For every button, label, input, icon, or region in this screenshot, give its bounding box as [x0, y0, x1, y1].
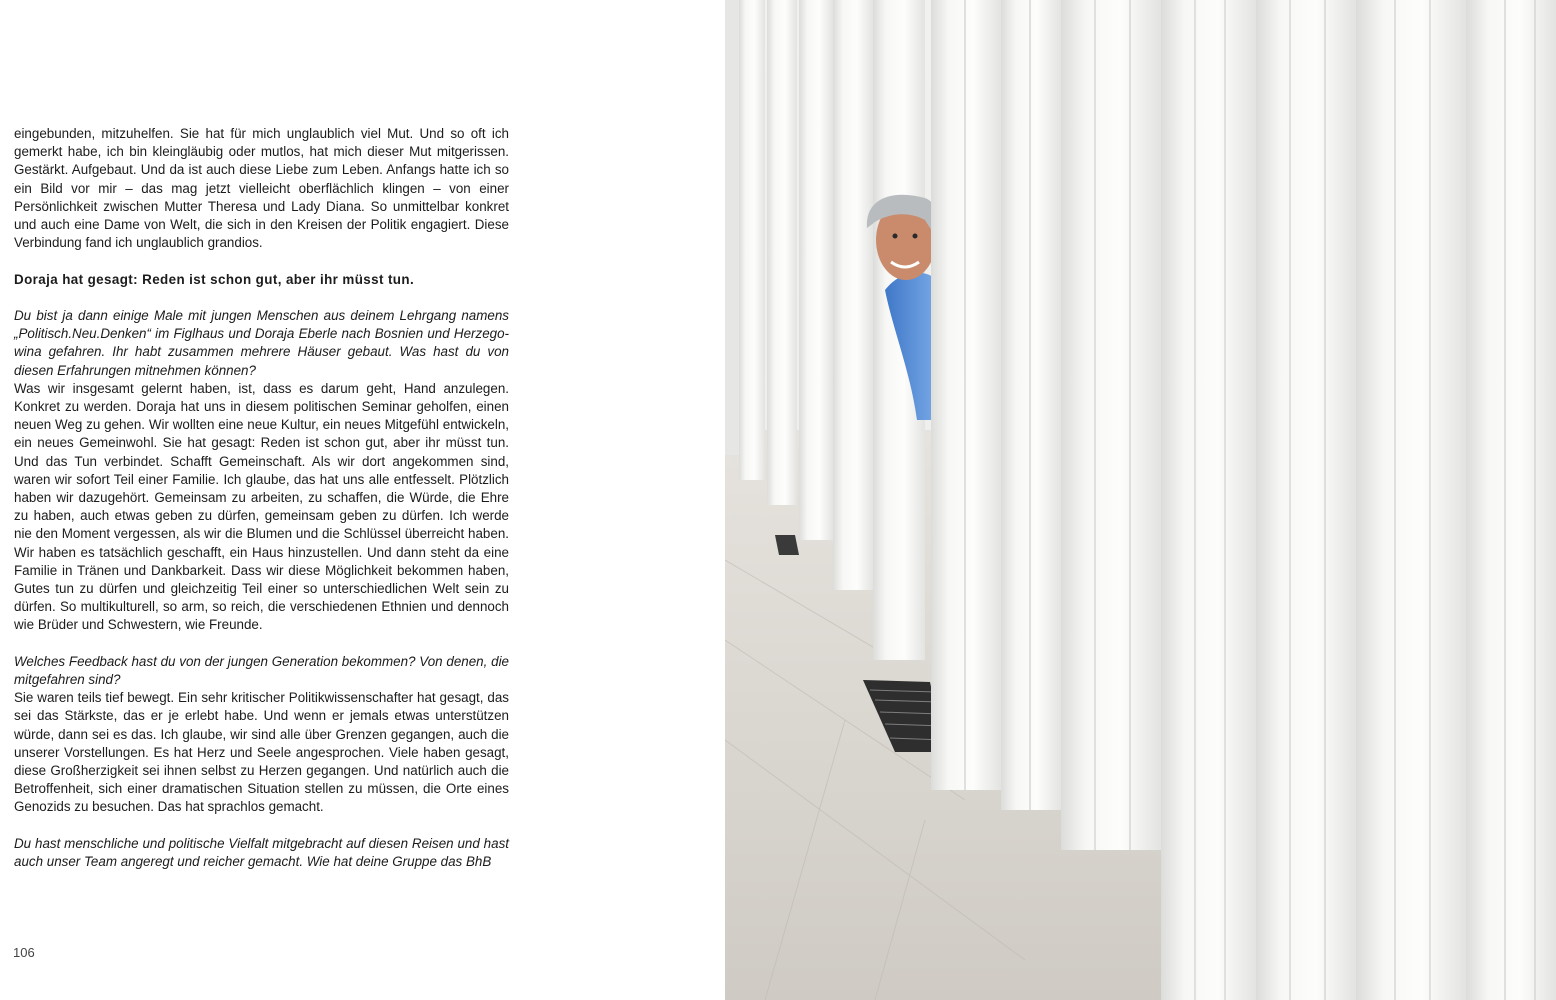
interview-question: Du hast menschliche und politische Vielfalt mitgebracht auf diesen Reisen und hast auch unser Team angeregt und reicher gemacht. Wie hat deine Gruppe das BhB — [14, 835, 509, 870]
answer-paragraph: Was wir insgesamt gelernt haben, ist, dass es darum geht, Hand anzulegen. Konkret zu werden. Doraja hat uns in diesem politischen Seminar geholfen, einen neuen Weg zu gehen. Wir wollten eine neue Kultur, ein neues Mitgefühl entwickeln, ein neues Gemeinwohl. Sie hat gesagt: Reden ist schon gut, aber ihr müsst tun. Und das Tun verbindet. Schafft Gemeinschaft. Als wir dort angekommen sind, waren wir sofort Teil einer Familie. Ich glaube, das hat uns alle entfesselt. Plötzlich haben wir dazugehört. Gemeinsam zu arbeiten, zu schaffen, die Würde, die Ehre zu haben, auch etwas geben zu dürfen, gemeinsam geben zu dürfen. Ich werde nie den Moment vergessen, als wir die Blumen und die Schlüssel überreicht haben. Wir haben es tatsächlich geschafft, ein Haus hinzustellen. Und dann steht da eine Familie in Tränen und Dankbarkeit. Dass wir diese Möglichkeit bekommen haben, Gutes tun zu dürfen und gleichzeitig Teil einer so unterschiedlichen Welt sein zu dürfen. So multikulturell, so arm, so reich, die verschiedenen Ethnien und dennoch wie Brüder und Schwestern, wie Freunde. — [14, 380, 509, 633]
person-eye — [893, 234, 898, 239]
pull-quote: Doraja hat gesagt: Reden ist schon gut, aber ihr müsst tun. — [14, 271, 415, 287]
photo-columns — [725, 0, 1556, 1000]
paragraph-gap — [14, 635, 509, 653]
paragraph-gap — [14, 817, 509, 835]
colonnade-illustration — [725, 0, 1556, 1000]
answer-paragraph: Sie waren teils tief bewegt. Ein sehr kritischer Politikwissenschafter hat gesagt, das sei das Stärkste, das er je erlebt habe. Und wenn er jemals etwas unterstützen würde, dann sei es das. Ich glaube, wir sind alle über Grenzen gegangen, auch die unserer Vorstellungen. Es hat Herz und Seele angesprochen. Viele haben gesagt, diese Großherzigkeit sei ihnen selbst zu Herzen gegangen. Und natürlich auch die Betroffenheit, sich einer dramatischen Situation stellen zu müssen, die Orte eines Genozids zu besuchen. Das hat sprachlos gemacht. — [14, 690, 509, 815]
answer-paragraph: eingebunden, mitzuhelfen. Sie hat für mich unglaublich viel Mut. Und so oft ich gemerkt habe, ich bin kleingläubig oder mutlos, hat mich dieser Mut mitgerissen. Gestärkt. Aufgebaut. Und da ist auch diese Liebe zum Leben. Anfangs hatte ich so ein Bild vor mir – das mag jetzt vielleicht oberflächlich klingen – von einer Persönlichkeit zwischen Mutter Theresa und Lady Diana. So unmittelbar konkret und auch eine Dame von Welt, die sich in den Kreisen der Politik engagiert. Diese Verbindung fand ich unglaublich grandios. — [14, 126, 509, 251]
paragraph-gap — [14, 252, 509, 270]
paragraph-gap — [14, 289, 509, 307]
floor-grate — [775, 535, 799, 555]
person-eye — [913, 234, 918, 239]
text-page — [0, 0, 725, 1000]
interview-question: Welches Feedback hast du von der jungen Generation bekommen? Von denen, die mitgefahren sind? — [14, 653, 509, 688]
page-number: 106 — [13, 945, 35, 960]
article-text — [14, 125, 509, 871]
interview-question: Du bist ja dann einige Male mit jungen Menschen aus deinem Lehrgang namens „Politisch.Neu.Denken“ im Figlhaus und Doraja Eberle nach Bosnien und Herzegowina gefahren. Ihr habt zusammen mehrere Häuser gebaut. Was hast du von diesen Erfahrungen mitnehmen können? — [14, 308, 509, 378]
